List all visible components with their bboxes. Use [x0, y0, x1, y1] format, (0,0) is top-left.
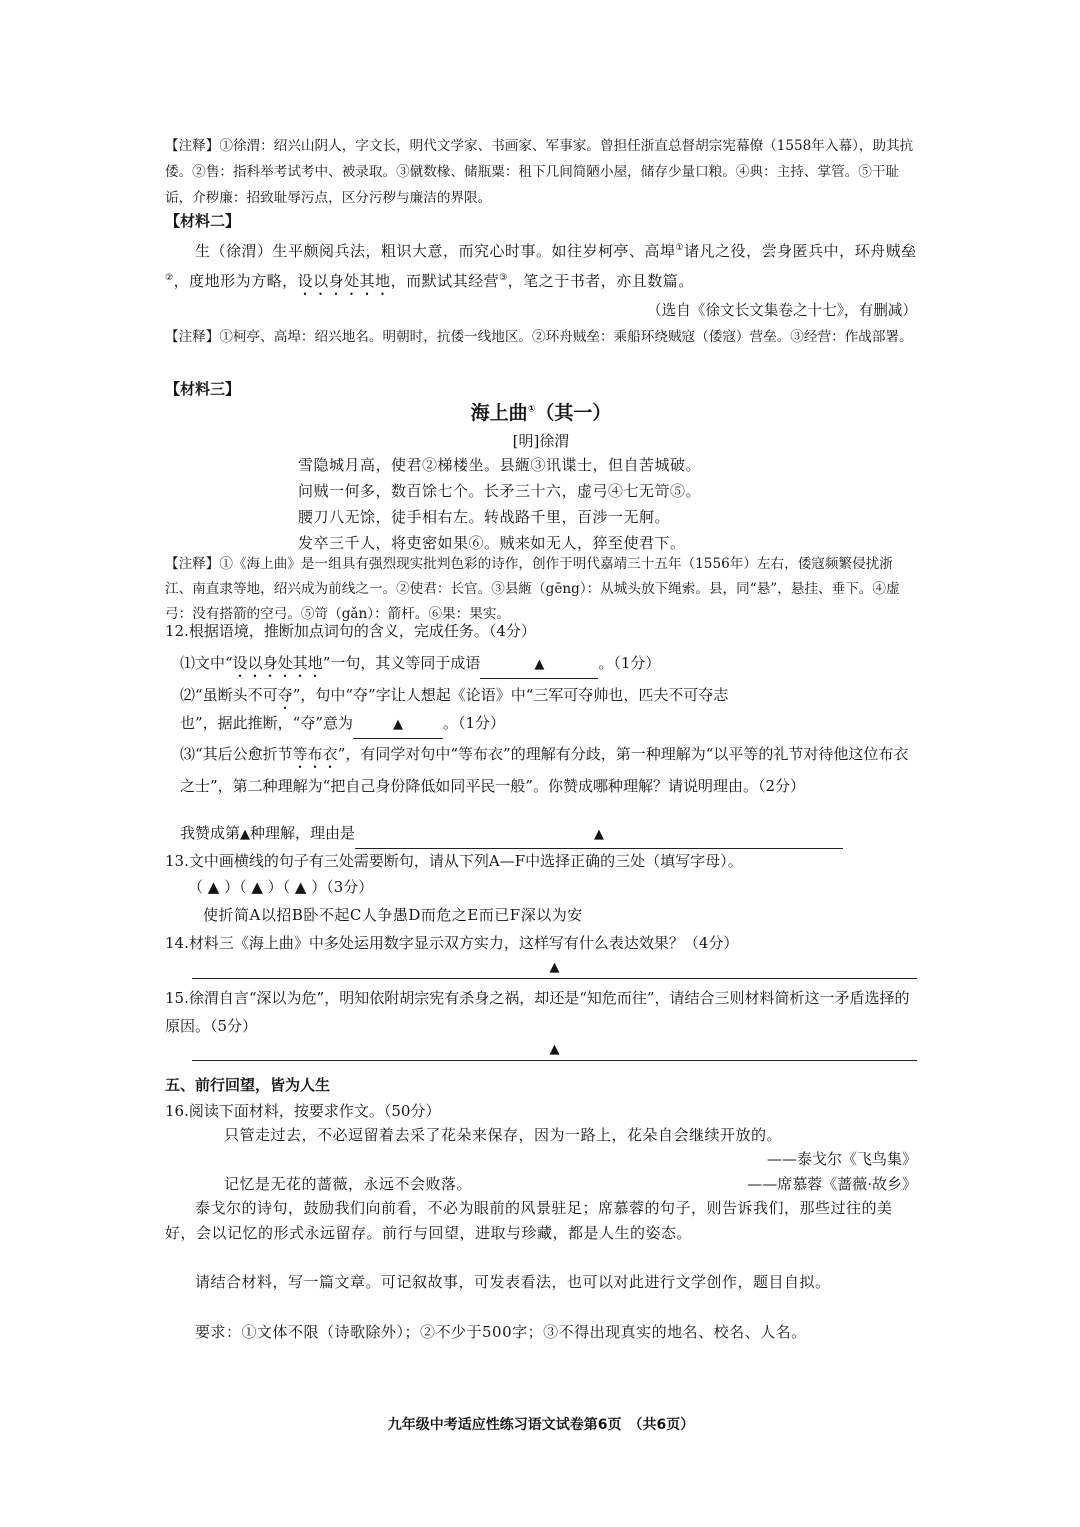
quote1: 只管走过去，不必逗留着去采了花朵来保存，因为一路上，花朵自会继续开放的。	[224, 1126, 783, 1144]
q12-text: ”，有同学对句中“等布衣”的理解有分歧，第一种理解为“以平等的礼节对待他这位布衣之士”，第二种理解为“把自己身份降低如同平民一般”。你赞成哪种理解？请说明理由。（2分）	[180, 745, 909, 795]
q12-text: ⑵“虽断头不可	[180, 686, 278, 704]
passage-text: 生（徐渭）生平颇阅兵法，粗识大意，而究心时事。如往岁柯亭、高埠	[195, 242, 676, 260]
q12-text: 。（1分）	[443, 714, 506, 732]
q12-text: ”，句中“夺”字让人想起《论语》中“三军可夺帅也，匹夫不可夺志	[292, 686, 729, 704]
answer-mark: ▲	[393, 717, 404, 732]
material1-notes: 【注释】①徐渭：绍兴山阴人，字文长，明代文学家、书画家、军事家。曾担任浙直总督胡宗宪幕僚（1558年入幕），助其抗倭。②售：指科举考试考中、被录取。③僦数椽、储瓶粟：租下几间简陋小屋，储存少量口粮。④典：主持、掌管。⑤干耻诟，介秽廉：招致耻辱污点，区分污秽与廉洁的界限。	[165, 138, 914, 206]
q16-stem: 16.阅读下面材料，按要求作文。（50分）	[165, 1102, 441, 1120]
q12-sub2-line2	[180, 710, 932, 739]
q12-sub3	[180, 740, 917, 800]
q12-text: ⑴文中“	[180, 654, 233, 672]
answer-blank[interactable]	[355, 820, 843, 849]
q12-sub3-answer	[180, 820, 917, 849]
q13-sentence: 使折简A以招B卧不起C人争愚D而危之E而已F深以为安	[203, 906, 583, 924]
material3-heading: 【材料三】	[165, 380, 241, 398]
essay-para1: 泰戈尔的诗句，鼓励我们向前看，不必为眼前的风景驻足；席慕蓉的句子，则告诉我们，那些过往的美好，会以记忆的形式永远留存。前行与回望，进取与珍藏，都是人生的姿态。	[165, 1199, 893, 1242]
footnote-mark: ②	[165, 273, 174, 283]
poem-line: 腰刀八无馀，徒手相右左。转战路千里，百涉一无舸。	[298, 508, 671, 526]
passage-text: ，笔之于书者，亦且数篇。	[507, 272, 694, 290]
poem-title	[165, 400, 917, 426]
material2-passage	[165, 236, 917, 299]
q14-answer-line[interactable]	[192, 956, 917, 979]
q12-text: ”一句，其义等同于成语	[322, 654, 481, 672]
dotted-phrase: 设以身处其地	[232, 654, 323, 672]
q15-answer-line[interactable]	[192, 1038, 917, 1061]
quote2-source: ——席慕蓉《蔷薇·故乡》	[747, 1175, 917, 1193]
q12-text: 。（1分）	[598, 654, 661, 672]
poem-title-suffix: （其一）	[535, 402, 612, 424]
dotted-phrase: 等布衣	[292, 745, 338, 763]
poem-line: 发卒三千人，将吏密如果⑥。贼来如无人，猝至使君下。	[298, 534, 686, 552]
answer-mark: ▲	[240, 827, 251, 842]
q12-text: 种理解，理由是	[250, 824, 356, 842]
q12-sub1	[180, 650, 932, 681]
poem-author: [明]徐渭	[512, 432, 570, 450]
passage-text: ，度地形为方略，	[173, 272, 298, 290]
footnote-mark: ①	[675, 243, 685, 253]
essay-para3: 要求：①文体不限（诗歌除外）；②不少于500字；③不得出现真实的地名、校名、人名。	[195, 1323, 807, 1341]
material2-notes: 【注释】①柯亭、高埠：绍兴地名。明朝时，抗倭一线地区。②环舟贼垒：乘船环绕贼寇（倭寇）营垒。③经营：作战部署。	[165, 329, 913, 345]
q13-answer[interactable]: （ ▲ ）（ ▲ ）（ ▲ ）（3分）	[188, 878, 374, 896]
q13-stem: 13.文中画横线的句子有三处需要断句，请从下列A—F中选择正确的三处（填写字母）。	[165, 852, 743, 870]
answer-mark: ▲	[534, 657, 545, 672]
answer-blank[interactable]	[480, 650, 598, 679]
poem-title-text: 海上曲	[470, 402, 528, 424]
material2-heading: 【材料二】	[165, 212, 241, 230]
answer-mark: ▲	[549, 1042, 560, 1057]
q14-stem: 14.材料三《海上曲》中多处运用数字显示双方实力，这样写有什么表达效果？（4分）	[165, 934, 739, 952]
answer-mark: ▲	[549, 960, 560, 975]
passage-text: ，而默试其经营	[390, 272, 500, 290]
quote2: 记忆是无花的蔷薇，永远不会败落。	[224, 1175, 473, 1193]
material3-notes: 【注释】①《海上曲》是一组具有强烈现实批判色彩的诗作，创作于明代嘉靖三十五年（1556年）左右，倭寇频繁侵扰浙江、南直隶等地，绍兴成为前线之一。②使君：长官。③县緪（gēng）：从城头放下绳索。县，同“悬”，悬挂、垂下。④虚弓：没有搭箭的空弓。⑤笴（gǎn）：箭杆。⑥果：果实。	[165, 556, 900, 622]
poem-line: 问贼一何多，数百馀七个。长矛三十六，虚弓④七无笴⑤。	[298, 482, 702, 500]
quote1-source: ——泰戈尔《飞鸟集》	[766, 1150, 917, 1168]
dotted-phrase: 设以身处其地	[297, 272, 391, 290]
material2-source: （选自《徐文长文集卷之十七》，有删减）	[647, 302, 917, 319]
answer-mark: ▲	[594, 827, 605, 842]
section5-heading: 五、前行回望，皆为人生	[165, 1076, 331, 1094]
footnote-mark: ①	[527, 404, 536, 415]
q12-sub2	[180, 680, 917, 713]
footnote-mark: ③	[499, 273, 508, 283]
passage-text: 诸凡之役，尝身匿兵中，环舟贼垒	[684, 242, 917, 260]
q12-text: 我赞成第	[180, 824, 241, 842]
q12-text: 也”，据此推断，“夺”意为	[180, 714, 354, 732]
dotted-phrase: 夺	[277, 686, 293, 704]
q12-stem: 12.根据语境，推断加点词句的含义，完成任务。（4分）	[165, 622, 536, 640]
q15-stem: 15.徐渭自言“深以为危”，明知依附胡宗宪有杀身之祸，却还是“知危而往”，请结合三则材料简析这一矛盾选择的原因。（5分）	[165, 989, 910, 1035]
page-footer: 九年级中考适应性练习语文试卷第6页 （共6页）	[387, 1417, 695, 1433]
q12-text: ⑶“其后公愈折节	[180, 745, 293, 763]
essay-para2: 请结合材料，写一篇文章。可记叙故事，可发表看法，也可以对此进行文学创作，题目自拟。	[195, 1273, 831, 1291]
answer-blank[interactable]	[353, 710, 443, 739]
poem-line: 雪隐城月高，使君②梯楼坐。县緪③讯谍士，但自苦城破。	[298, 456, 702, 474]
